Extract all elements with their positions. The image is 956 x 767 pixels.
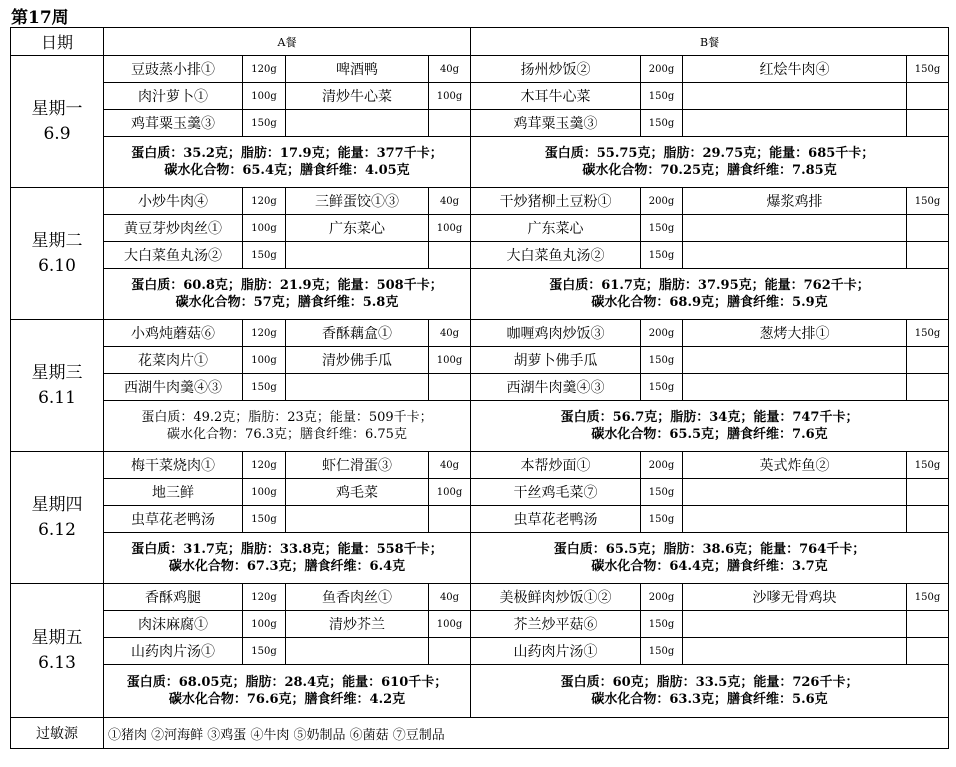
meal-b-dish — [683, 374, 907, 401]
meal-b-nutrition — [471, 137, 949, 188]
meal-a-dish: 大白菜鱼丸汤② — [104, 242, 243, 269]
meal-b-dish: 咖喱鸡肉炒饭③ — [471, 320, 641, 347]
meal-a-dish: 黄豆芽炒肉丝① — [104, 215, 243, 242]
dish-row — [11, 242, 949, 269]
meal-b-gram: 150g — [907, 584, 949, 611]
meal-b-gram: 150g — [641, 611, 683, 638]
nutrition-line: 蛋白质：61.7克；脂肪：37.95克；能量：762千卡； — [549, 278, 870, 293]
meal-b-dish — [683, 110, 907, 137]
meal-a-dish — [286, 110, 429, 137]
day-cell — [11, 452, 104, 584]
nutrition-line: 碳水化合物：65.4克；膳食纤维：4.05克 — [164, 163, 410, 178]
meal-a-header: A餐 — [104, 28, 471, 56]
meal-b-gram — [907, 374, 949, 401]
meal-a-dish: 虾仁滑蛋③ — [286, 452, 429, 479]
dish-row — [11, 320, 949, 347]
meal-b-gram: 150g — [907, 320, 949, 347]
meal-b-dish — [683, 638, 907, 665]
nutrition-row — [11, 401, 949, 452]
meal-b-dish: 木耳牛心菜 — [471, 83, 641, 110]
meal-b-dish: 广东菜心 — [471, 215, 641, 242]
meal-a-dish — [286, 506, 429, 533]
meal-a-gram: 100g — [429, 611, 471, 638]
dish-row — [11, 188, 949, 215]
meal-b-dish: 干丝鸡毛菜⑦ — [471, 479, 641, 506]
date-label: 6.11 — [38, 387, 76, 408]
meal-a-dish: 豆豉蒸小排① — [104, 56, 243, 83]
nutrition-line: 碳水化合物：63.3克；膳食纤维：5.6克 — [591, 692, 828, 707]
nutrition-row — [11, 665, 949, 718]
meal-b-dish — [683, 242, 907, 269]
allergen-row — [11, 718, 949, 749]
meal-b-dish — [683, 347, 907, 374]
meal-b-dish: 美极鲜肉炒饭①② — [471, 584, 641, 611]
dish-row — [11, 83, 949, 110]
dish-row — [11, 110, 949, 137]
date-header: 日期 — [11, 28, 104, 56]
meal-a-gram: 100g — [243, 611, 286, 638]
meal-a-nutrition — [104, 137, 471, 188]
meal-b-gram: 200g — [641, 56, 683, 83]
meal-a-gram — [429, 638, 471, 665]
meal-b-gram: 150g — [641, 638, 683, 665]
nutrition-line: 碳水化合物：68.9克；膳食纤维：5.9克 — [591, 295, 828, 310]
meal-a-dish: 广东菜心 — [286, 215, 429, 242]
meal-a-dish: 梅干菜烧肉① — [104, 452, 243, 479]
meal-a-gram: 100g — [429, 215, 471, 242]
meal-a-gram: 40g — [429, 188, 471, 215]
meal-b-dish: 虫草花老鸭汤 — [471, 506, 641, 533]
meal-a-gram: 40g — [429, 584, 471, 611]
meal-b-dish: 干炒猪柳土豆粉① — [471, 188, 641, 215]
meal-b-gram: 150g — [641, 347, 683, 374]
meal-b-dish: 山药肉片汤① — [471, 638, 641, 665]
day-cell — [11, 56, 104, 188]
meal-a-gram: 100g — [243, 479, 286, 506]
meal-b-dish: 本帮炒面① — [471, 452, 641, 479]
meal-b-gram: 150g — [641, 506, 683, 533]
meal-b-gram: 150g — [641, 374, 683, 401]
meal-b-nutrition — [471, 401, 949, 452]
meal-a-dish: 清炒佛手瓜 — [286, 347, 429, 374]
meal-a-gram — [429, 242, 471, 269]
meal-b-gram: 150g — [641, 242, 683, 269]
nutrition-line: 蛋白质：68.05克；脂肪：28.4克；能量：610千卡； — [126, 675, 448, 690]
meal-a-gram: 120g — [243, 584, 286, 611]
weekday-label: 星期四 — [31, 494, 83, 515]
meal-b-gram: 150g — [641, 215, 683, 242]
weekday-label: 星期二 — [31, 230, 83, 251]
meal-b-dish — [683, 83, 907, 110]
meal-a-gram: 40g — [429, 56, 471, 83]
meal-b-gram — [907, 215, 949, 242]
meal-b-dish: 沙嗲无骨鸡块 — [683, 584, 907, 611]
meal-a-dish: 清炒芥兰 — [286, 611, 429, 638]
meal-a-gram: 120g — [243, 452, 286, 479]
meal-b-gram: 150g — [907, 452, 949, 479]
allergen-label: 过敏源 — [11, 718, 104, 749]
nutrition-line: 蛋白质：65.5克；脂肪：38.6克；能量：764千卡； — [553, 542, 866, 557]
meal-b-gram: 150g — [641, 83, 683, 110]
meal-b-dish: 葱烤大排① — [683, 320, 907, 347]
meal-a-dish: 鸡毛菜 — [286, 479, 429, 506]
nutrition-line: 碳水化合物：67.3克；膳食纤维：6.4克 — [168, 559, 406, 574]
meal-a-dish — [286, 638, 429, 665]
meal-a-dish: 香酥鸡腿 — [104, 584, 243, 611]
meal-a-gram — [429, 506, 471, 533]
nutrition-line: 碳水化合物：57克；膳食纤维：5.8克 — [175, 295, 399, 310]
nutrition-line: 碳水化合物：76.6克；膳食纤维：4.2克 — [168, 692, 406, 707]
meal-b-gram: 150g — [641, 479, 683, 506]
meal-b-header: B餐 — [471, 28, 949, 56]
date-label: 6.10 — [38, 255, 76, 276]
meal-a-dish: 鸡茸粟玉羹③ — [104, 110, 243, 137]
meal-b-dish: 胡萝卜佛手瓜 — [471, 347, 641, 374]
meal-a-dish: 虫草花老鸭汤 — [104, 506, 243, 533]
meal-a-gram: 150g — [243, 506, 286, 533]
header-row — [11, 28, 949, 56]
nutrition-row — [11, 269, 949, 320]
meal-a-dish: 地三鲜 — [104, 479, 243, 506]
nutrition-row — [11, 137, 949, 188]
meal-a-dish: 花菜肉片① — [104, 347, 243, 374]
meal-a-dish: 小炒牛肉④ — [104, 188, 243, 215]
meal-a-dish: 三鲜蛋饺①③ — [286, 188, 429, 215]
meal-b-gram: 200g — [641, 452, 683, 479]
nutrition-line: 蛋白质：60.8克；脂肪：21.9克；能量：508千卡； — [131, 278, 443, 293]
nutrition-line: 蛋白质：49.2克；脂肪：23克；能量：509千卡； — [141, 410, 433, 425]
meal-a-gram: 100g — [243, 347, 286, 374]
nutrition-row — [11, 533, 949, 584]
meal-b-dish: 扬州炒饭② — [471, 56, 641, 83]
meal-b-gram: 200g — [641, 188, 683, 215]
dish-row — [11, 506, 949, 533]
dish-row — [11, 584, 949, 611]
allergen-legend: ①猪肉 ②河海鲜 ③鸡蛋 ④牛肉 ⑤奶制品 ⑥菌菇 ⑦豆制品 — [104, 718, 949, 749]
dish-row — [11, 638, 949, 665]
nutrition-line: 碳水化合物：76.3克；膳食纤维：6.75克 — [167, 427, 407, 442]
meal-a-dish: 肉汁萝卜① — [104, 83, 243, 110]
nutrition-line: 碳水化合物：70.25克；膳食纤维：7.85克 — [582, 163, 837, 178]
meal-b-dish: 大白菜鱼丸汤② — [471, 242, 641, 269]
nutrition-line: 蛋白质：35.2克；脂肪：17.9克；能量：377千卡； — [131, 146, 443, 161]
meal-b-dish: 西湖牛肉羹④③ — [471, 374, 641, 401]
meal-a-gram: 150g — [243, 638, 286, 665]
meal-b-dish: 爆浆鸡排 — [683, 188, 907, 215]
meal-a-nutrition — [104, 665, 471, 718]
meal-a-dish: 西湖牛肉羹④③ — [104, 374, 243, 401]
dish-row — [11, 347, 949, 374]
meal-a-dish: 鱼香肉丝① — [286, 584, 429, 611]
meal-a-nutrition — [104, 401, 471, 452]
meal-b-dish: 红烩牛肉④ — [683, 56, 907, 83]
date-label: 6.9 — [43, 123, 71, 144]
meal-a-dish: 啤酒鸭 — [286, 56, 429, 83]
meal-a-gram: 100g — [243, 215, 286, 242]
meal-b-dish — [683, 611, 907, 638]
meal-a-gram: 150g — [243, 110, 286, 137]
meal-b-gram — [907, 506, 949, 533]
weekday-label: 星期一 — [31, 98, 83, 119]
meal-b-nutrition — [471, 533, 949, 584]
meal-b-gram: 150g — [907, 56, 949, 83]
meal-a-gram — [429, 374, 471, 401]
meal-a-dish: 肉沫麻腐① — [104, 611, 243, 638]
dish-row — [11, 56, 949, 83]
meal-a-gram: 100g — [429, 83, 471, 110]
weekly-menu-table — [10, 27, 949, 749]
meal-a-dish — [286, 374, 429, 401]
nutrition-line: 蛋白质：55.75克；脂肪：29.75克；能量：685千卡； — [544, 146, 875, 161]
dish-row — [11, 611, 949, 638]
meal-a-gram: 100g — [429, 479, 471, 506]
meal-b-gram — [907, 110, 949, 137]
meal-a-nutrition — [104, 269, 471, 320]
meal-b-dish: 芥兰炒平菇⑥ — [471, 611, 641, 638]
meal-a-dish: 清炒牛心菜 — [286, 83, 429, 110]
meal-b-dish: 鸡茸粟玉羹③ — [471, 110, 641, 137]
meal-b-gram: 150g — [641, 110, 683, 137]
date-label: 6.12 — [38, 519, 76, 540]
week-title: 第17周 — [11, 8, 69, 28]
meal-b-gram — [907, 479, 949, 506]
day-cell — [11, 584, 104, 718]
day-cell — [11, 188, 104, 320]
meal-b-nutrition — [471, 269, 949, 320]
weekday-label: 星期五 — [31, 627, 83, 648]
meal-a-dish — [286, 242, 429, 269]
meal-b-dish — [683, 215, 907, 242]
meal-b-gram — [907, 638, 949, 665]
meal-a-nutrition — [104, 533, 471, 584]
dish-row — [11, 374, 949, 401]
meal-b-nutrition — [471, 665, 949, 718]
meal-a-gram: 120g — [243, 56, 286, 83]
day-cell — [11, 320, 104, 452]
meal-b-gram: 150g — [907, 188, 949, 215]
meal-a-gram: 100g — [243, 83, 286, 110]
meal-b-gram: 200g — [641, 584, 683, 611]
meal-b-dish: 英式炸鱼② — [683, 452, 907, 479]
meal-a-gram: 150g — [243, 242, 286, 269]
dish-row — [11, 215, 949, 242]
dish-row — [11, 479, 949, 506]
date-label: 6.13 — [38, 652, 76, 673]
meal-a-gram: 120g — [243, 188, 286, 215]
meal-a-gram: 150g — [243, 374, 286, 401]
weekday-label: 星期三 — [31, 362, 83, 383]
dish-row — [11, 452, 949, 479]
nutrition-line: 蛋白质：60克；脂肪：33.5克；能量：726千卡； — [560, 675, 859, 690]
meal-b-gram — [907, 83, 949, 110]
meal-b-gram — [907, 347, 949, 374]
meal-b-gram — [907, 611, 949, 638]
meal-a-gram: 40g — [429, 320, 471, 347]
meal-a-dish: 香酥藕盒① — [286, 320, 429, 347]
meal-a-dish: 小鸡炖蘑菇⑥ — [104, 320, 243, 347]
meal-a-gram: 120g — [243, 320, 286, 347]
nutrition-line: 碳水化合物：64.4克；膳食纤维：3.7克 — [591, 559, 828, 574]
nutrition-line: 碳水化合物：65.5克；膳食纤维：7.6克 — [591, 427, 828, 442]
nutrition-line: 蛋白质：31.7克；脂肪：33.8克；能量：558千卡； — [131, 542, 443, 557]
meal-a-gram: 100g — [429, 347, 471, 374]
meal-a-gram: 40g — [429, 452, 471, 479]
meal-a-gram — [429, 110, 471, 137]
meal-b-dish — [683, 506, 907, 533]
meal-b-gram — [907, 242, 949, 269]
meal-b-dish — [683, 479, 907, 506]
nutrition-line: 蛋白质：56.7克；脂肪：34克；能量：747千卡； — [560, 410, 859, 425]
meal-a-dish: 山药肉片汤① — [104, 638, 243, 665]
meal-b-gram: 200g — [641, 320, 683, 347]
